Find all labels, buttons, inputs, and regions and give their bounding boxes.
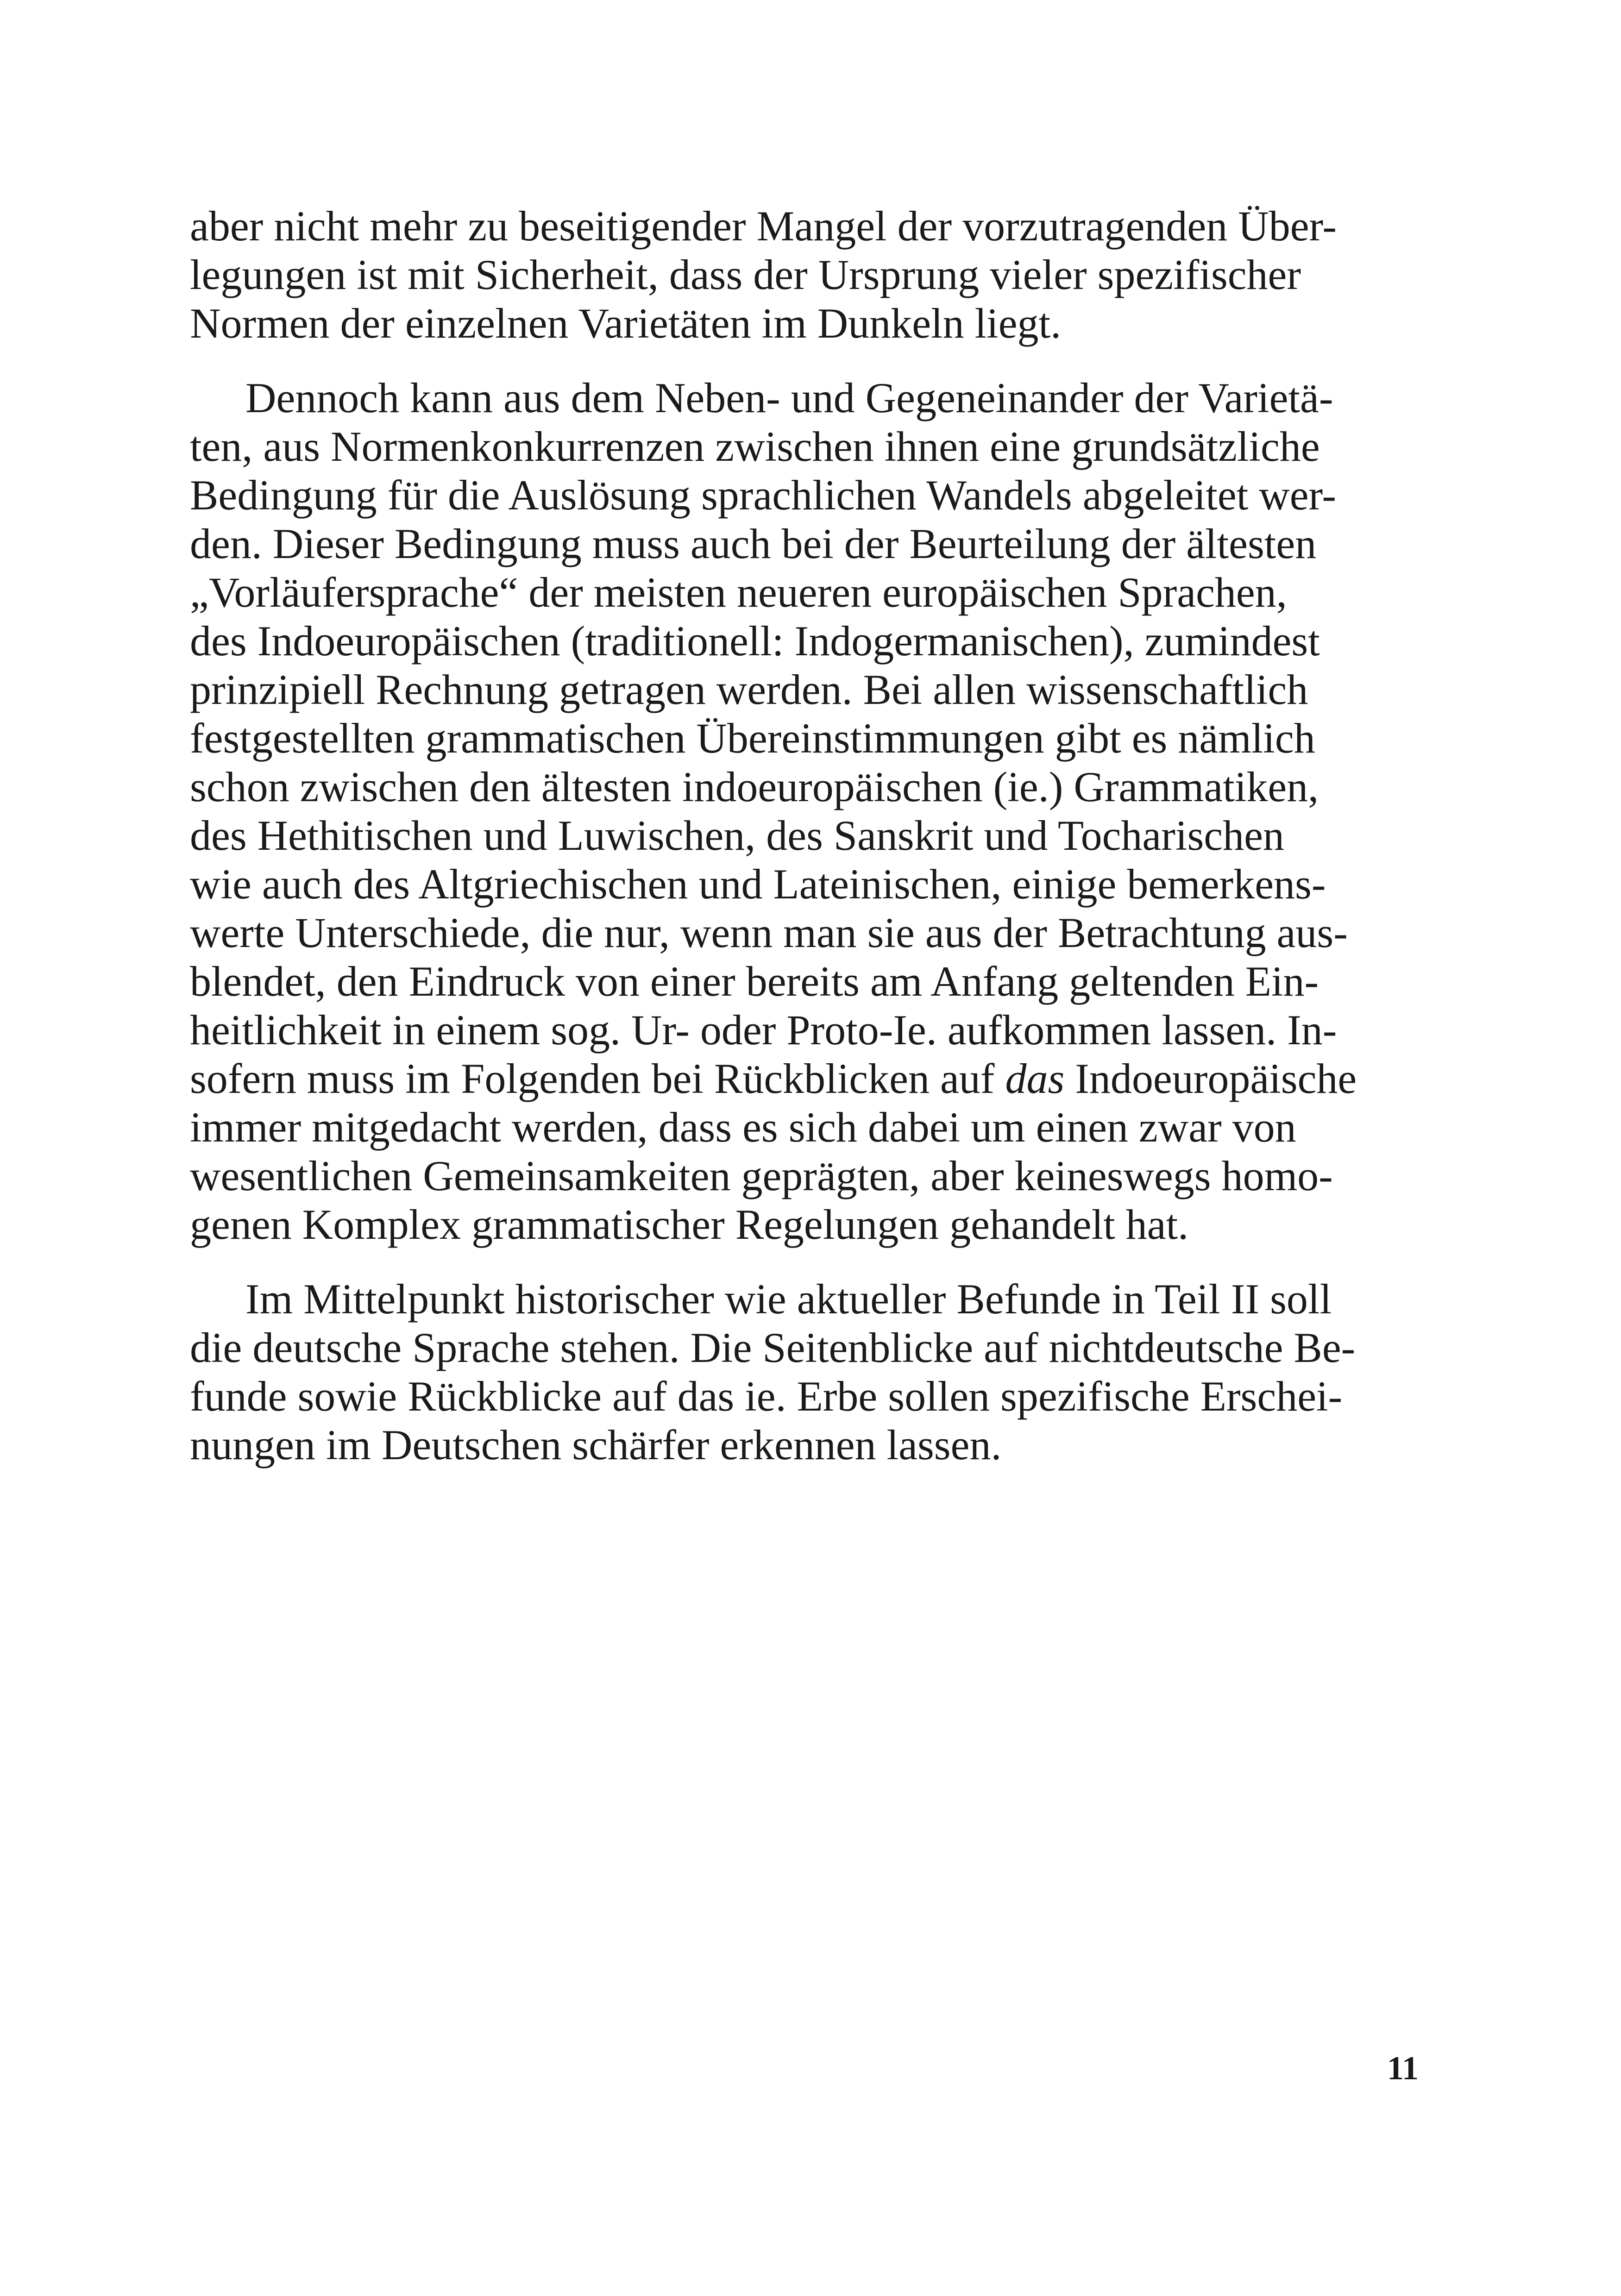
text-line: des Hethitischen und Luwischen, des Sanskrit und Tocharischen [190,812,1284,859]
text-line: wie auch des Altgriechischen und Lateinischen, einige bemerkens- [190,860,1326,908]
text-line: des Indoeuropäischen (traditionell: Indogermanischen), zumindest [190,617,1320,665]
text-line: Bedingung für die Auslösung sprachlichen Wandels abgeleitet wer- [190,471,1336,519]
text-line: blendet, den Eindruck von einer bereits am Anfang geltenden Ein- [190,958,1319,1005]
text-line: Dennoch kann aus dem Neben- und Gegeneinander der Varietä- [245,374,1333,421]
emphasis-word: das [1005,1055,1065,1102]
text-line: funde sowie Rückblicke auf das ie. Erbe sollen spezifische Erschei- [190,1373,1343,1420]
text-line: schon zwischen den ältesten indoeuropäischen (ie.) Grammatiken, [190,763,1319,810]
text-line: genen Komplex grammatischer Regelungen gehandelt hat. [190,1201,1189,1248]
text-line: Normen der einzelnen Varietäten im Dunkeln liegt. [190,300,1062,347]
text-line: nungen im Deutschen schärfer erkennen lassen. [190,1421,1002,1468]
text-line: Im Mittelpunkt historischer wie aktueller Befunde in Teil II soll [245,1275,1332,1323]
text-line: festgestellten grammatischen Übereinstimmungen gibt es nämlich [190,715,1315,762]
text-line: immer mitgedacht werden, dass es sich dabei um einen zwar von [190,1104,1296,1151]
text-line: die deutsche Sprache stehen. Die Seitenblicke auf nichtdeutsche Be- [190,1324,1356,1371]
text-run: Indoeuropäische [1064,1055,1357,1102]
text-line: wesentlichen Gemeinsamkeiten geprägten, aber keineswegs homo- [190,1152,1333,1199]
text-run: sofern muss im Folgenden bei Rückblicken auf [190,1055,1005,1102]
text-line: werte Unterschiede, die nur, wenn man sie aus der Betrachtung aus- [190,909,1348,956]
text-line: heitlichkeit in einem sog. Ur- oder Proto-Ie. aufkommen lassen. In- [190,1006,1337,1054]
text-line: ten, aus Normenkonkurrenzen zwischen ihnen eine grundsätzliche [190,423,1320,470]
text-line: legungen ist mit Sicherheit, dass der Ursprung vieler spezifischer [190,251,1301,298]
page-number: 11 [1387,2050,1419,2087]
text-line: den. Dieser Bedingung muss auch bei der Beurteilung der ältesten [190,520,1317,567]
text-line [190,1057,1357,1100]
text-line: aber nicht mehr zu beseitigender Mangel der vorzutragenden Über- [190,202,1337,250]
text-line: prinzipiell Rechnung getragen werden. Bei allen wissenschaftlich [190,666,1308,713]
text-line: „Vorläufersprache“ der meisten neueren europäischen Sprachen, [190,569,1287,616]
